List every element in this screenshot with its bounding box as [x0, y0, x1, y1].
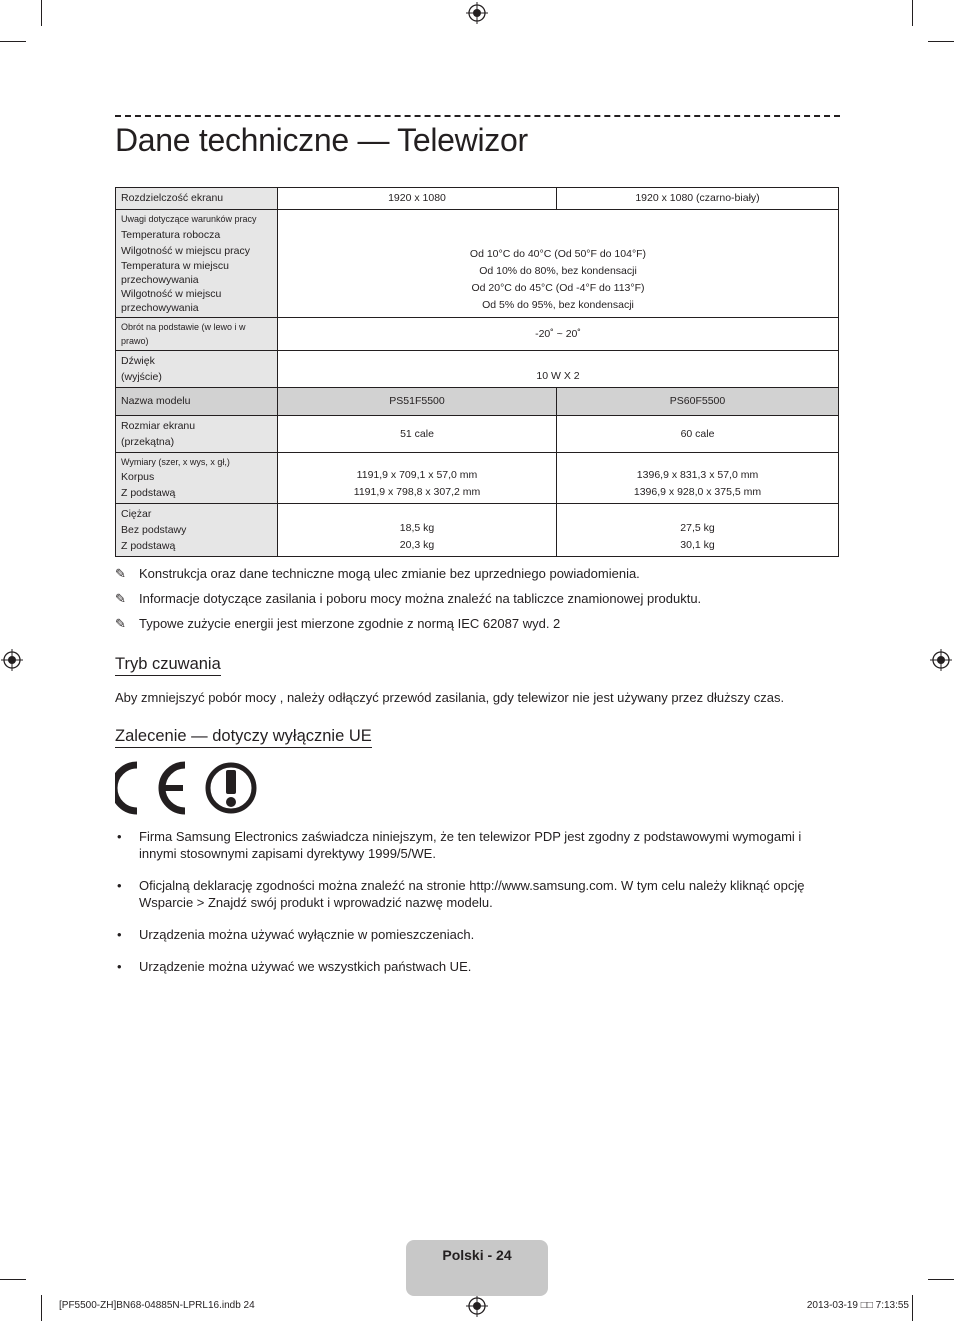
table-cell: 30,1 kg [680, 539, 715, 551]
table-cell: 1191,9 x 798,8 x 307,2 mm [353, 486, 481, 498]
table-row [116, 388, 839, 416]
table-cell: -20˚ ~ 20˚ [278, 318, 839, 351]
table-row [116, 453, 839, 504]
table-cell: Od 20°C do 45°C (Od -4°F do 113°F) [471, 282, 645, 294]
table-cell: 18,5 kg [399, 522, 435, 534]
row-label: Ciężar [121, 508, 152, 520]
exclamation-circle-icon [204, 761, 258, 815]
footer-timestamp: 2013-03-19 □□ 7:13:55 [806, 1300, 909, 1311]
table-cell: 27,5 kg [680, 522, 715, 534]
table-cell: PS60F5500 [557, 388, 839, 416]
table-cell: 1920 x 1080 (czarno-biały) [557, 188, 839, 210]
row-label: Obrót na podstawie (w lewo i w prawo) [116, 318, 278, 351]
registration-mark-icon [1, 649, 23, 671]
crop-mark [41, 0, 42, 26]
row-label: Temperatura robocza [121, 229, 221, 241]
list-item: • Oficjalną deklarację zgodności można znaleźć na stronie http://www.samsung.com. W tym celu należy kliknąć opcję Wsparcie > Znajdź swój produkt i wprowadzić nazwę modelu. [117, 878, 805, 910]
table-cell: Od 5% do 95%, bez kondensacji [482, 299, 634, 311]
table-cell: 60 cale [557, 416, 839, 453]
list-item: • Urządzenia można używać wyłącznie w pomieszczeniach. [117, 927, 475, 942]
pencil-note-icon: ✎ [115, 566, 126, 581]
table-row [116, 351, 839, 388]
section-heading-standby: Tryb czuwania [115, 655, 221, 676]
table-cell: 20,3 kg [399, 539, 435, 551]
footer-file-info: [PF5500-ZH]BN68-04885N-LPRL16.indb 24 [59, 1300, 255, 1311]
table-cell: 51 cale [278, 416, 557, 453]
table-row [116, 416, 839, 453]
pencil-note-icon: ✎ [115, 591, 126, 606]
crop-mark [41, 1295, 42, 1321]
list-item-text: Oficjalną deklarację zgodności można znaleźć na stronie http://www.samsung.com. W tym celu należy kliknąć opcję Wsparcie > Znajdź swój produkt i wprowadzić nazwę modelu. [139, 878, 805, 910]
crop-mark [928, 1279, 954, 1280]
note-text: Typowe zużycie energii jest mierzone zgodnie z normą IEC 62087 wyd. 2 [139, 616, 561, 631]
note-item [115, 591, 701, 616]
crop-mark [0, 41, 26, 42]
row-label: Z podstawą [121, 487, 176, 499]
row-label: Dźwięk [121, 355, 155, 367]
crop-mark [912, 1295, 913, 1321]
pencil-note-icon: ✎ [115, 616, 126, 631]
row-label: (przekątna) [121, 436, 175, 448]
list-item-text: Firma Samsung Electronics zaświadcza niniejszym, że ten telewizor PDP jest zgodny z podstawowymi wymogami i innymi stosownymi zapisami dyrektywy 1999/5/WE. [139, 829, 802, 861]
registration-mark-icon [466, 1295, 488, 1317]
row-label: Wymiary (szer, x wys, x gł,) [121, 457, 230, 467]
page-title: Dane techniczne — Telewizor [115, 122, 528, 158]
note-item [115, 616, 701, 641]
row-label: Bez podstawy [121, 524, 187, 536]
section-heading-recommendation: Zalecenie — dotyczy wyłącznie UE [115, 727, 372, 748]
table-cell: 10 W X 2 [278, 351, 839, 388]
crop-mark [912, 0, 913, 26]
row-label: Wilgotność w miejscu przechowywania [121, 288, 222, 314]
row-label: Korpus [121, 471, 155, 483]
row-label: Rozdzielczość ekranu [116, 188, 278, 210]
crop-mark [0, 1279, 26, 1280]
table-row [116, 504, 839, 557]
registration-mark-icon [930, 649, 952, 671]
row-label: Rozmiar ekranu [121, 420, 196, 432]
title-rule [115, 115, 840, 117]
row-label: Temperatura w miejscu przechowywania [121, 260, 229, 286]
table-cell: Od 10% do 80%, bez kondensacji [479, 265, 637, 277]
list-item-text: Urządzenie można używać we wszystkich państwach UE. [139, 959, 472, 974]
table-row [116, 210, 839, 318]
page-number-badge [406, 1240, 548, 1296]
row-label: Z podstawą [121, 540, 176, 552]
row-label: Nazwa modelu [116, 388, 278, 416]
page-number: Polski - 24 [442, 1247, 512, 1263]
table-row [116, 188, 839, 210]
table-cell: 1191,9 x 709,1 x 57,0 mm [356, 469, 478, 481]
ce-mark-icon [115, 761, 205, 815]
spec-table [115, 187, 839, 557]
row-label: (wyjście) [121, 371, 162, 383]
note-text: Informacje dotyczące zasilania i poboru mocy można znaleźć na tabliczce znamionowej produktu. [139, 591, 702, 606]
registration-mark-icon [466, 2, 488, 24]
list-item-text: Urządzenia można używać wyłącznie w pomieszczeniach. [139, 927, 475, 942]
note-text: Konstrukcja oraz dane techniczne mogą ulec zmianie bez uprzedniego powiadomienia. [139, 566, 640, 581]
crop-mark [928, 41, 954, 42]
list-item: • Firma Samsung Electronics zaświadcza niniejszym, że ten telewizor PDP jest zgodny z podstawowymi wymogami i innymi stosownymi zapisami dyrektywy 1999/5/WE. [117, 829, 802, 861]
table-cell: 1920 x 1080 [278, 188, 557, 210]
list-item: • Urządzenie można używać we wszystkich państwach UE. [117, 959, 472, 974]
recommendation-list [115, 828, 839, 990]
table-cell: Od 10°C do 40°C (Od 50°F do 104°F) [469, 248, 647, 260]
note-item [115, 566, 701, 591]
standby-text: Aby zmniejszyć pobór mocy , należy odłączyć przewód zasilania, gdy telewizor nie jest używany przez dłuższy czas. [115, 690, 785, 705]
table-cell: 1396,9 x 928,0 x 375,5 mm [633, 486, 762, 498]
table-cell: PS51F5500 [278, 388, 557, 416]
row-label: Uwagi dotyczące warunków pracy [121, 214, 257, 224]
table-row [116, 318, 839, 351]
notes-list [115, 566, 701, 641]
row-label: Wilgotność w miejscu pracy [121, 245, 250, 257]
table-cell: 1396,9 x 831,3 x 57,0 mm [636, 469, 759, 481]
